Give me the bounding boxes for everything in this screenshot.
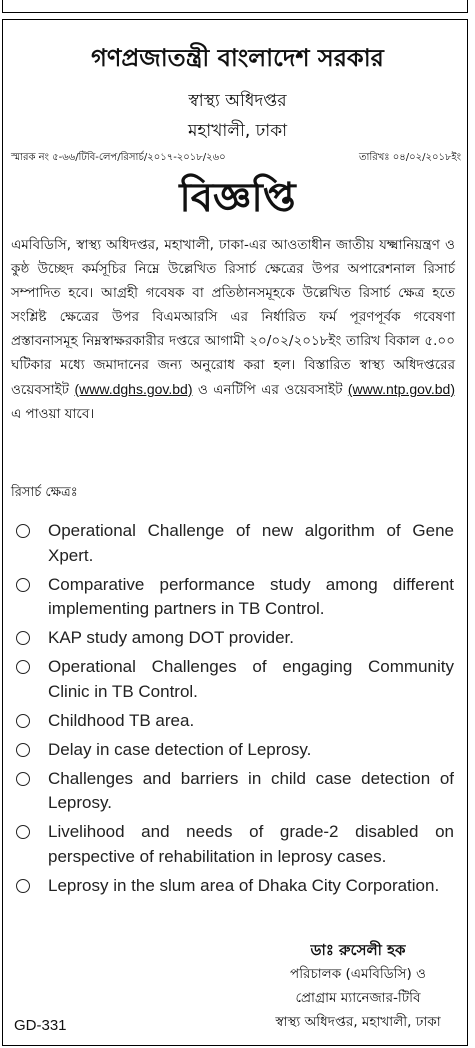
signatory-office: স্বাস্থ্য অধিদপ্তর, মহাখালী, ঢাকা — [275, 1014, 441, 1030]
signatory-name: ডাঃ রুসেলী হক — [310, 941, 406, 959]
research-area-item — [16, 709, 454, 734]
research-area-item — [16, 738, 454, 763]
body-text-3: এ পাওয়া যাবে। — [11, 406, 95, 422]
location-header: মহাখালী, ঢাকা — [187, 121, 288, 141]
notice-date: তারিখঃ ০৪/০২/২০১৮ইং — [358, 152, 461, 163]
body-text-2: ও এনটিপি এর ওয়েবসাইট — [192, 382, 348, 398]
research-area-text: Operational Challenges of engaging Community Clinic in TB Control. — [48, 657, 454, 701]
research-area-text: Leprosy in the slum area of Dhaka City Corporation. — [48, 875, 440, 895]
dghs-website-link[interactable]: (www.dghs.gov.bd) — [74, 381, 193, 397]
government-header: গণপ্রজাতন্ত্রী বাংলাদেশ সরকার — [91, 44, 384, 72]
research-area-text: Challenges and barriers in child case detection of Leprosy. — [48, 768, 454, 812]
research-area-text: Childhood TB area. — [48, 710, 195, 730]
research-area-text: Comparative performance study among different implementing partners in TB Control. — [48, 574, 454, 618]
circle-bullet-icon — [16, 578, 30, 592]
circle-bullet-icon — [16, 524, 30, 538]
body-text-1: এমবিডিসি, স্বাস্থ্য অধিদপ্তর, মহাখালী, ঢাকা-এর আওতাধীন জাতীয় যক্ষ্মানিয়ন্ত্রণ ও কুষ্ঠ উচ্ছেদ কর্মসূচির নিম্নে উল্লেখিত রিসার্চ ক্ষেত্রের উপর অপারেশনাল রিসার্চ সম্পাদিত হবে। আগ্রহী গবেষক বা প্রতিষ্ঠানসমূহকে উল্লেখিত রিসার্চ ক্ষেত্র হতে সংশ্লিষ্ট ক্ষেত্রের উপর বিএমআরসি এর নির্ধারিত ফর্ম পূরণপূর্বক গবেষণা প্রস্তাবনাসমূহ নিম্নস্বাক্ষরকারীর দপ্তরে আগামী ২০/০২/২০১৮ইং তারিখ বিকাল ৫.০০ ঘটিকার মধ্যে জমাদানের জন্য অনুরোধ করা হল। বিস্তারিত স্বাস্থ্য অধিদপ্তরের ওয়েবসাইট — [11, 237, 455, 398]
research-area-item — [16, 626, 454, 651]
research-area-text: Delay in case detection of Leprosy. — [48, 739, 312, 759]
research-area-item — [16, 874, 454, 899]
reference-number: স্মারক নং ৫-৬৬/টিবি-লেপ/রিসার্চ/২০১৭-২০১৮/২৬০ — [11, 152, 226, 163]
research-area-item — [16, 767, 454, 816]
circle-bullet-icon — [16, 660, 30, 674]
research-area-text: KAP study among DOT provider. — [48, 628, 294, 647]
research-area-item — [16, 820, 454, 869]
signature-block — [253, 938, 463, 1034]
top-frame-border — [2, 0, 468, 13]
ntp-website-link[interactable]: (www.ntp.gov.bd) — [347, 381, 455, 397]
department-header: স্বাস্থ্য অধিদপ্তর — [188, 91, 287, 111]
circle-bullet-icon — [16, 631, 30, 645]
circle-bullet-icon — [16, 772, 30, 786]
notice-title: বিজ্ঞপ্তি — [179, 175, 296, 221]
circle-bullet-icon — [16, 743, 30, 757]
research-area-text: Operational Challenge of new algorithm of Gene Xpert. — [48, 521, 454, 565]
notice-body — [11, 233, 455, 426]
circle-bullet-icon — [16, 825, 30, 839]
research-areas-list — [16, 519, 454, 903]
circle-bullet-icon — [16, 879, 30, 893]
research-areas-label: রিসার্চ ক্ষেত্রঃ — [11, 485, 78, 500]
research-area-item — [16, 573, 454, 622]
research-area-item — [16, 655, 454, 704]
circle-bullet-icon — [16, 714, 30, 728]
gd-code: GD-331 — [14, 1017, 67, 1034]
research-area-item — [16, 519, 454, 568]
signatory-title-2: প্রোগ্রাম ম্যানেজার-টিবি — [295, 990, 421, 1006]
research-area-text: Livelihood and needs of grade-2 disabled on perspective of rehabilitation in leprosy cases. — [48, 822, 454, 866]
signatory-title-1: পরিচালক (এমবিডিসি) ও — [290, 966, 426, 982]
